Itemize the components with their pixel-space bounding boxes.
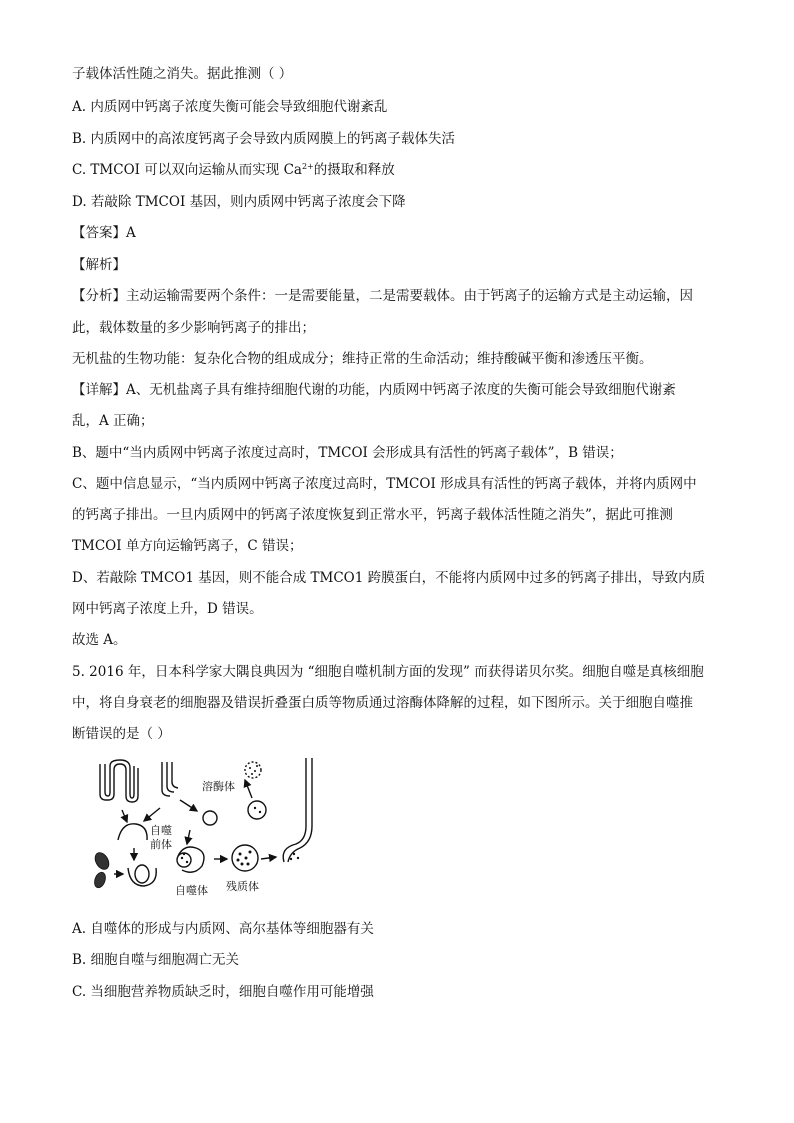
xiangjie-line-d1: D、若敲除 TMCO1 基因，则不能合成 TMCO1 跨膜蛋白，不能将内质网中过多的钙离子排出，导致内质 (72, 570, 706, 586)
mitochondria-shape (92, 850, 111, 889)
q4-option-a: A. 内质网中钙离子浓度失衡可能会导致细胞代谢紊乱 (72, 99, 388, 115)
analysis-label: 【解析】 (72, 257, 126, 273)
q5-option-c: C. 当细胞营养物质缺乏时，细胞自噬作用可能增强 (72, 984, 374, 1000)
cell-membrane-shape (288, 758, 312, 862)
answer-line (72, 223, 136, 243)
q5-stem-3: 断错误的是（ ） (72, 726, 171, 742)
xiangjie-line-d2: 网中钙离子浓度上升，D 错误。 (72, 601, 263, 617)
q4-option-d: D. 若敲除 TMCOI 基因，则内质网中钙离子浓度会下降 (72, 194, 406, 210)
label-phagophore-1: 自噬 (150, 824, 172, 837)
xiangjie-label: 【详解】 (72, 382, 126, 398)
label-lysosome: 溶酶体 (202, 780, 235, 793)
autophagy-diagram (90, 756, 320, 906)
q4-option-c (72, 160, 395, 180)
q4-option-b: B. 内质网中的高浓度钙离子会导致内质网膜上的钙离子载体失活 (72, 131, 456, 147)
xiangjie-line-a2: 乱，A 正确； (72, 413, 154, 429)
label-phagophore-2: 前体 (150, 838, 172, 851)
xiangjie-line-b: B、题中“当内质网中钙离子浓度过高时，TMCOI 会形成具有活性的钙离子载体”，B 错误； (72, 445, 623, 461)
golgi-shape (162, 762, 178, 796)
lysosome-shape (248, 801, 266, 819)
conclusion: 故选 A。 (72, 632, 127, 648)
xiangjie-line-c2: 的钙离子排出。一旦内质网中的钙离子浓度恢复到正常水平，钙离子载体活性随之消失”，据此可推测 (72, 507, 673, 523)
phagophore-shape (118, 824, 147, 840)
q5-stem-2: 中，将自身衰老的细胞器及错误折叠蛋白质等物质通过溶酶体降解的过程，如下图所示。关于细胞自噬推 (72, 695, 693, 711)
fenxi-label: 【分析】 (72, 288, 126, 304)
fenxi-line-3: 无机盐的生物功能：复杂化合物的组成成分；维持正常的生命活动；维持酸碱平衡和渗透压平衡。 (72, 351, 653, 367)
xiangjie-line-c1: C、题中信息显示，“当内质网中钙离子浓度过高时，TMCOI 形成具有活性的钙离子载体，并将内质网中 (72, 476, 697, 492)
answer-label: 【答案】 (72, 225, 126, 241)
q4-stem-tail: 子载体活性随之消失。据此推测（ ） (72, 66, 293, 82)
xiangjie-line-c3: TMCOI 单方向运输钙离子，C 错误； (72, 538, 303, 554)
q5-stem-1: 5. 2016 年，日本科学家大隅良典因为 “细胞自噬机制方面的发现” 而获得诺贝尔奖。细胞自噬是真核细胞 (72, 664, 704, 680)
fenxi-line-1 (72, 286, 693, 306)
label-residual-body: 残质体 (226, 880, 259, 893)
vesicle-dots (181, 765, 299, 866)
fenxi-text-1: 主动运输需要两个条件：一是需要能量，二是需要载体。由于钙离子的运输方式是主动运输，因 (126, 288, 693, 304)
q4-option-c-tail: 的摄取和释放 (313, 162, 395, 178)
q4-option-c-sup: 2+ (301, 162, 314, 171)
q5-option-b: B. 细胞自噬与细胞凋亡无关 (72, 952, 240, 968)
q5-option-a: A. 自噬体的形成与内质网、高尔基体等细胞器有关 (72, 921, 374, 937)
endoplasmic-reticulum-shape (100, 760, 138, 802)
answer-value: A (126, 225, 136, 241)
label-autophagosome: 自噬体 (175, 884, 208, 897)
q4-option-c-text: C. TMCOI 可以双向运输从而实现 Ca (72, 162, 302, 178)
xiangjie-line-a1 (72, 380, 676, 400)
xiangjie-text-a1: A、无机盐离子具有维持细胞代谢的功能，内质网中钙离子浓度的失衡可能会导致细胞代谢紊 (126, 382, 676, 398)
fenxi-line-2: 此，载体数量的多少影响钙离子的排出； (72, 320, 315, 336)
